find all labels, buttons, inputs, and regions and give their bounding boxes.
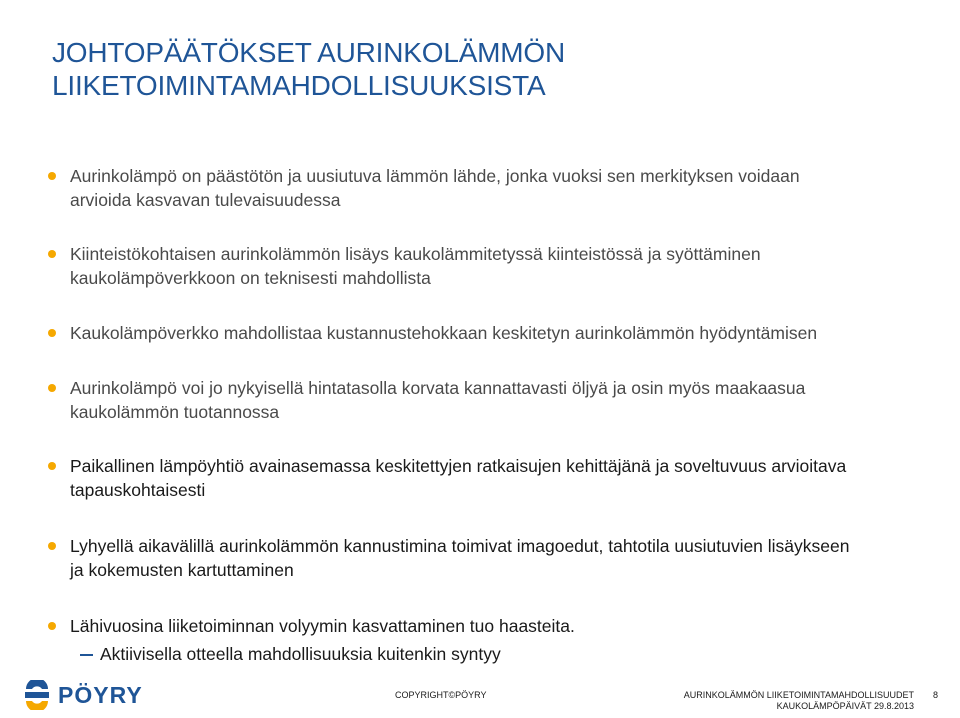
copyright-text: COPYRIGHT©PÖYRY [395,690,487,700]
dash-icon [80,654,93,656]
bullet-line: Aurinkolämpö on päästötön ja uusiutuva lämmön lähde, jonka vuoksi sen merkityksen voidaan [70,166,800,186]
bullet-text [70,454,938,502]
bullet-text [70,614,938,638]
bullet-dot-icon [48,172,56,180]
bullet-line: arvioida kasvavan tulevaisuudessa [70,190,341,210]
poyry-logo [22,680,143,710]
bullet-text [70,376,938,424]
logo-wordmark: PÖYRY [58,681,143,708]
bullet-line: Kaukolämpöverkko mahdollistaa kustannustehokkaan keskitetyn aurinkolämmön hyödyntämisen [70,323,818,343]
poyry-logo-icon [22,680,52,710]
bullet-text [70,321,938,345]
bullet-line: Kiinteistökohtaisen aurinkolämmön lisäys kaukolämmitetyssä kiinteistössä ja syöttäminen [70,244,761,264]
bullet-item [48,242,938,290]
bullet-item [48,534,938,582]
bullet-line: Paikallinen lämpöyhtiö avainasemassa keskitettyjen ratkaisujen kehittäjänä ja soveltuvuus arvioitava [70,456,847,476]
bullet-item [48,376,938,424]
bullet-dot-icon [48,622,56,630]
bullet-line: ja kokemusten kartuttaminen [70,560,294,580]
sub-bullet-text: Aktiivisella otteella mahdollisuuksia kuitenkin syntyy [100,644,501,664]
footer-title [684,690,914,712]
footer-title-line1: AURINKOLÄMMÖN LIIKETOIMINTAMAHDOLLISUUDET [683,690,914,700]
sub-bullet-item [80,642,940,666]
bullet-item [48,454,938,502]
bullet-item [48,614,938,638]
bullet-line: kaukolämmön tuotannossa [70,402,280,422]
bullet-dot-icon [48,384,56,392]
page-number: 8 [932,690,938,700]
bullet-line: tapauskohtaisesti [70,480,206,500]
bullet-line: kaukolämpöverkkoon on teknisesti mahdollista [70,268,431,288]
slide-title [52,36,932,102]
bullet-line: Aurinkolämpö voi jo nykyisellä hintatasolla korvata kannattavasti öljyä ja osin myös maakaasua [70,378,806,398]
bullet-text [70,242,938,290]
footer-title-line2: KAUKOLÄMPÖPÄIVÄT 29.8.2013 [776,701,914,711]
bullet-text [70,534,938,582]
slide-title-line1: JOHTOPÄÄTÖKSET AURINKOLÄMMÖN [52,37,566,68]
bullet-dot-icon [48,542,56,550]
bullet-item [48,164,938,212]
slide-title-line2: LIIKETOIMINTAMAHDOLLISUUKSISTA [52,70,546,101]
bullet-line: Lyhyellä aikavälillä aurinkolämmön kannustimina toimivat imagoedut, tahtotila uusiutuvien lisäykseen [70,536,850,556]
bullet-dot-icon [48,462,56,470]
bullet-text [70,164,938,212]
bullet-dot-icon [48,329,56,337]
bullet-item [48,321,938,345]
bullet-line: Lähivuosina liiketoiminnan volyymin kasvattaminen tuo haasteita. [70,616,575,636]
bullet-dot-icon [48,250,56,258]
